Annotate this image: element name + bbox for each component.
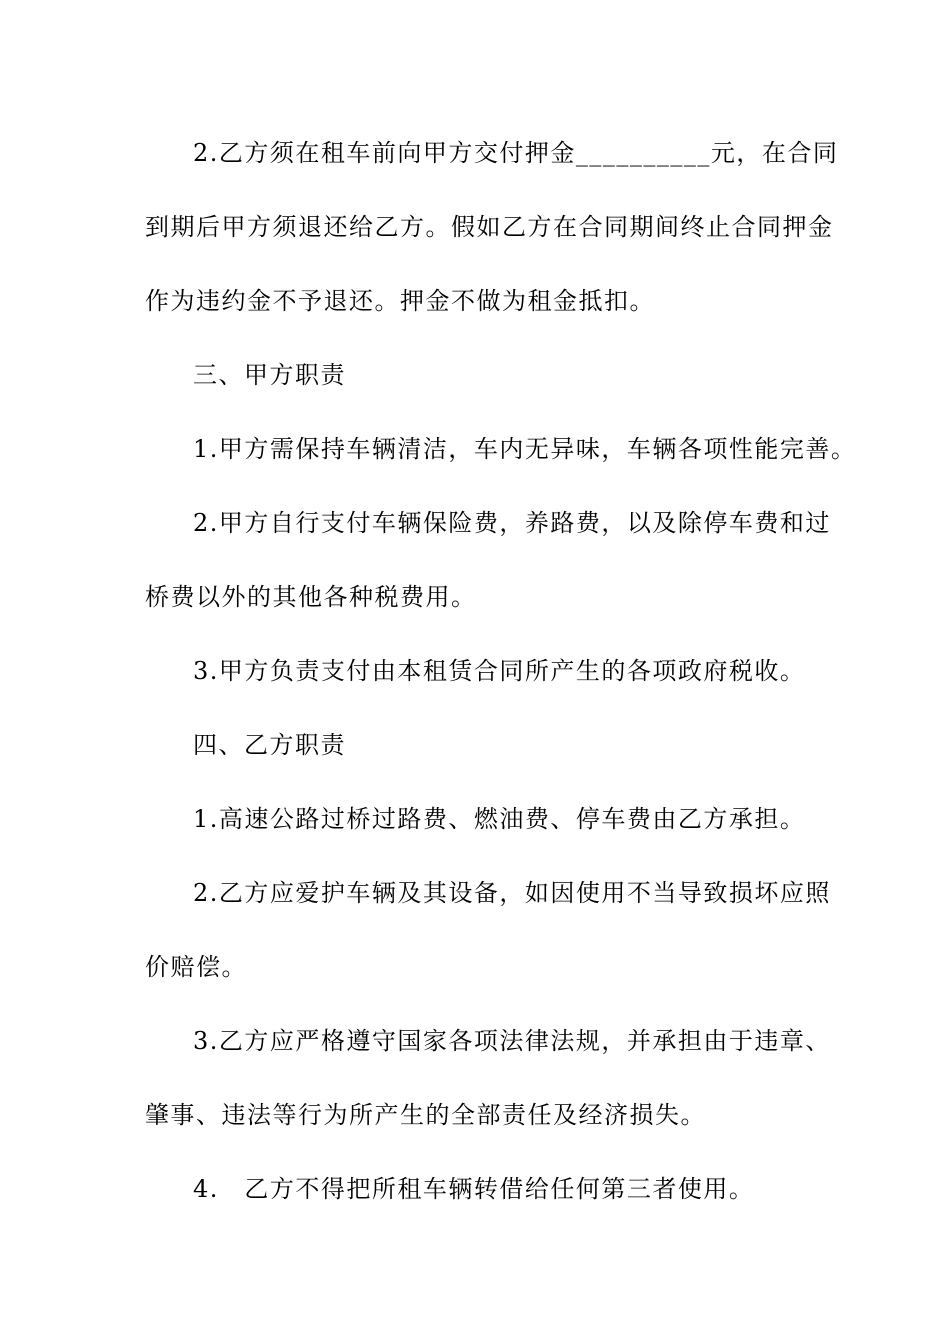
party-a-item-2-line-2: 桥费以外的其他各种税费用。 bbox=[145, 583, 477, 611]
party-a-item-3: 3.甲方负责支付由本租赁合同所产生的各项政府税收。 bbox=[193, 657, 806, 685]
party-b-item-3-line-2: 肇事、违法等行为所产生的全部责任及经济损失。 bbox=[145, 1101, 706, 1129]
section-heading-party-a: 三、甲方职责 bbox=[193, 361, 346, 389]
deposit-clause-line-2: 到期后甲方须退还给乙方。假如乙方在合同期间终止合同押金 bbox=[145, 213, 834, 241]
section-heading-party-b: 四、乙方职责 bbox=[193, 731, 346, 759]
party-b-item-4: 4. 乙方不得把所租车辆转借给任何第三者使用。 bbox=[193, 1175, 755, 1203]
party-a-item-2-line-1: 2.甲方自行支付车辆保险费，养路费，以及除停车费和过 bbox=[193, 509, 831, 537]
deposit-clause-line-1: 2.乙方须在租车前向甲方交付押金__________元，在合同 bbox=[193, 139, 839, 167]
party-b-item-2-line-1: 2.乙方应爱护车辆及其设备，如因使用不当导致损坏应照 bbox=[193, 879, 831, 907]
party-a-item-1: 1.甲方需保持车辆清洁，车内无异味，车辆各项性能完善。 bbox=[193, 435, 857, 463]
party-b-item-2-line-2: 价赔偿。 bbox=[145, 953, 247, 981]
party-b-item-1: 1.高速公路过桥过路费、燃油费、停车费由乙方承担。 bbox=[193, 805, 806, 833]
deposit-clause-line-3: 作为违约金不予退还。押金不做为租金抵扣。 bbox=[145, 287, 655, 315]
party-b-item-3-line-1: 3.乙方应严格遵守国家各项法律法规，并承担由于违章、 bbox=[193, 1027, 831, 1055]
